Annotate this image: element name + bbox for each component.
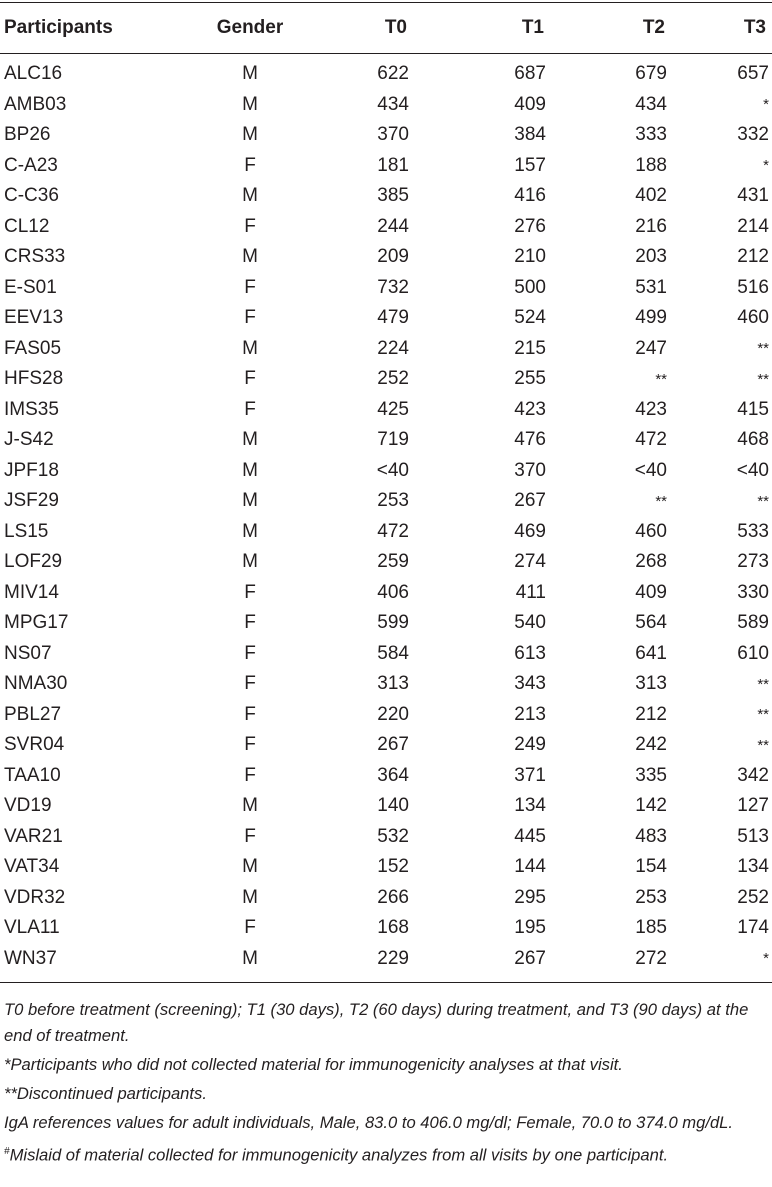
footnote-mislaid <box>4 1139 768 1169</box>
cell-t0: 313 <box>377 673 409 695</box>
cell-t1: 144 <box>514 856 546 878</box>
cell-t2: 434 <box>635 93 667 115</box>
table-row <box>0 212 772 243</box>
cell-t3: ** <box>757 492 769 510</box>
cell-participant: VAR21 <box>4 825 63 847</box>
cell-t2: 402 <box>635 185 667 207</box>
cell-gender: F <box>244 673 256 695</box>
cell-participant: BP26 <box>4 124 51 146</box>
cell-t1: 343 <box>514 673 546 695</box>
cell-gender: M <box>242 886 258 908</box>
cell-gender: F <box>244 703 256 725</box>
cell-gender: F <box>244 825 256 847</box>
cell-gender: F <box>244 612 256 634</box>
cell-t2: ** <box>655 492 667 510</box>
cell-participant: C-C36 <box>4 185 59 207</box>
table-row <box>0 90 772 121</box>
table-row <box>0 517 772 548</box>
cell-participant: JPF18 <box>4 459 59 481</box>
cell-participant: EEV13 <box>4 307 64 329</box>
cell-t3: 174 <box>737 917 769 939</box>
cell-t0: 434 <box>377 93 409 115</box>
table-row <box>0 669 772 700</box>
cell-t1: 409 <box>514 93 546 115</box>
cell-gender: M <box>242 93 258 115</box>
cell-t3: * <box>763 950 769 968</box>
table-row <box>0 456 772 487</box>
table-row <box>0 151 772 182</box>
cell-t0: 584 <box>377 642 409 664</box>
cell-t3: 513 <box>737 825 769 847</box>
table-row <box>0 822 772 853</box>
cell-t2: 460 <box>635 520 667 542</box>
cell-t0: 472 <box>377 520 409 542</box>
cell-gender: M <box>242 124 258 146</box>
cell-t3: ** <box>757 736 769 754</box>
table-row <box>0 578 772 609</box>
cell-t0: 181 <box>377 154 409 176</box>
cell-t2: 333 <box>635 124 667 146</box>
cell-t1: 524 <box>514 307 546 329</box>
cell-t2: 472 <box>635 429 667 451</box>
cell-participant: J-S42 <box>4 429 54 451</box>
cell-participant: MIV14 <box>4 581 59 603</box>
cell-t0: 425 <box>377 398 409 420</box>
table-row <box>0 120 772 151</box>
table-row <box>0 425 772 456</box>
cell-participant: PBL27 <box>4 703 62 725</box>
header-t0: T0 <box>384 17 407 38</box>
table-row <box>0 395 772 426</box>
cell-participant: NS07 <box>4 642 52 664</box>
cell-t1: 267 <box>514 490 546 512</box>
table-row <box>0 944 772 975</box>
cell-participant: JSF29 <box>4 490 59 512</box>
cell-t2: 483 <box>635 825 667 847</box>
cell-participant: LS15 <box>4 520 49 542</box>
header-participants: Participants <box>4 17 113 38</box>
cell-t2: 564 <box>635 612 667 634</box>
table-row <box>0 59 772 90</box>
header-gender: Gender <box>216 17 284 38</box>
table-row <box>0 852 772 883</box>
cell-t0: 732 <box>377 276 409 298</box>
cell-t3: 610 <box>737 642 769 664</box>
cell-gender: M <box>242 337 258 359</box>
cell-t1: 371 <box>514 764 546 786</box>
cell-t0: 364 <box>377 764 409 786</box>
cell-participant: ALC16 <box>4 63 63 85</box>
cell-gender: M <box>242 459 258 481</box>
cell-t2: <40 <box>634 459 667 481</box>
cell-t3: 214 <box>737 215 769 237</box>
cell-participant: WN37 <box>4 947 57 969</box>
table-row <box>0 242 772 273</box>
cell-t0: 209 <box>377 246 409 268</box>
cell-t3: 330 <box>737 581 769 603</box>
cell-t0: 252 <box>377 368 409 390</box>
cell-t2: 499 <box>635 307 667 329</box>
cell-participant: LOF29 <box>4 551 63 573</box>
table-row <box>0 730 772 761</box>
cell-t1: 213 <box>514 703 546 725</box>
cell-t2: 216 <box>635 215 667 237</box>
cell-t0: 599 <box>377 612 409 634</box>
cell-participant: MPG17 <box>4 612 69 634</box>
cell-participant: VAT34 <box>4 856 60 878</box>
cell-gender: F <box>244 734 256 756</box>
cell-t1: 500 <box>514 276 546 298</box>
cell-t2: 335 <box>635 764 667 786</box>
cell-gender: M <box>242 429 258 451</box>
cell-t2: 641 <box>635 642 667 664</box>
table-footnotes <box>0 983 772 1169</box>
cell-t2: ** <box>655 370 667 388</box>
cell-participant: VD19 <box>4 795 52 817</box>
table-row <box>0 273 772 304</box>
cell-t0: 622 <box>377 63 409 85</box>
cell-t2: 423 <box>635 398 667 420</box>
cell-t0: 152 <box>377 856 409 878</box>
cell-t1: 423 <box>514 398 546 420</box>
cell-t2: 253 <box>635 886 667 908</box>
cell-t2: 203 <box>635 246 667 268</box>
cell-t2: 247 <box>635 337 667 359</box>
table-row <box>0 639 772 670</box>
cell-t3: 460 <box>737 307 769 329</box>
cell-t0: 244 <box>377 215 409 237</box>
table-row <box>0 334 772 365</box>
cell-t2: 154 <box>635 856 667 878</box>
cell-t3: 468 <box>737 429 769 451</box>
cell-t3: 127 <box>737 795 769 817</box>
cell-gender: F <box>244 215 256 237</box>
cell-t3: 431 <box>737 185 769 207</box>
cell-gender: M <box>242 246 258 268</box>
cell-t2: 679 <box>635 63 667 85</box>
cell-t3: <40 <box>736 459 769 481</box>
cell-t3: 273 <box>737 551 769 573</box>
cell-t1: 687 <box>514 63 546 85</box>
table-row <box>0 547 772 578</box>
header-t1: T1 <box>521 17 544 38</box>
cell-t1: 195 <box>514 917 546 939</box>
table-row <box>0 913 772 944</box>
cell-t1: 267 <box>514 947 546 969</box>
cell-t1: 370 <box>514 459 546 481</box>
cell-participant: HFS28 <box>4 368 64 390</box>
table-row <box>0 791 772 822</box>
cell-t1: 613 <box>514 642 546 664</box>
cell-gender: F <box>244 917 256 939</box>
cell-t3: 657 <box>737 63 769 85</box>
cell-t1: 134 <box>514 795 546 817</box>
cell-t3: 342 <box>737 764 769 786</box>
cell-t1: 274 <box>514 551 546 573</box>
cell-gender: M <box>242 551 258 573</box>
cell-gender: M <box>242 795 258 817</box>
cell-t3: 516 <box>737 276 769 298</box>
cell-t3: ** <box>757 340 769 358</box>
cell-t2: 185 <box>635 917 667 939</box>
cell-t2: 142 <box>635 795 667 817</box>
cell-participant: FAS05 <box>4 337 62 359</box>
header-t3: T3 <box>743 17 766 38</box>
cell-t0: 385 <box>377 185 409 207</box>
cell-t0: 140 <box>377 795 409 817</box>
cell-gender: F <box>244 368 256 390</box>
cell-gender: F <box>244 154 256 176</box>
cell-t0: 229 <box>377 947 409 969</box>
header-t2: T2 <box>642 17 665 38</box>
cell-t2: 272 <box>635 947 667 969</box>
cell-t0: 266 <box>377 886 409 908</box>
cell-t0: 479 <box>377 307 409 329</box>
cell-t0: 253 <box>377 490 409 512</box>
cell-t1: 210 <box>514 246 546 268</box>
cell-t2: 409 <box>635 581 667 603</box>
cell-participant: NMA30 <box>4 673 68 695</box>
cell-participant: TAA10 <box>4 764 61 786</box>
cell-gender: F <box>244 398 256 420</box>
cell-t0: 406 <box>377 581 409 603</box>
cell-participant: VDR32 <box>4 886 66 908</box>
cell-t0: 719 <box>377 429 409 451</box>
cell-gender: M <box>242 490 258 512</box>
footnote-timepoints: T0 before treatment (screening); T1 (30 days), T2 (60 days) during treatment, and T3 (90 days) at the end of treatment. <box>4 1000 749 1045</box>
footnote-mislaid-text: Mislaid of material collected for immunogenicity analyzes from all visits by one participant. <box>9 1145 669 1165</box>
cell-gender: F <box>244 642 256 664</box>
cell-t1: 249 <box>514 734 546 756</box>
cell-t2: 188 <box>635 154 667 176</box>
cell-t1: 476 <box>514 429 546 451</box>
cell-t3: ** <box>757 675 769 693</box>
cell-t3: ** <box>757 370 769 388</box>
cell-t0: 532 <box>377 825 409 847</box>
cell-gender: M <box>242 185 258 207</box>
cell-participant: AMB03 <box>4 93 67 115</box>
cell-t1: 295 <box>514 886 546 908</box>
cell-participant: CRS33 <box>4 246 66 268</box>
cell-participant: IMS35 <box>4 398 59 420</box>
cell-participant: SVR04 <box>4 734 65 756</box>
table-row <box>0 608 772 639</box>
cell-t1: 469 <box>514 520 546 542</box>
cell-t3: 252 <box>737 886 769 908</box>
table-row <box>0 761 772 792</box>
table-row <box>0 303 772 334</box>
cell-t1: 416 <box>514 185 546 207</box>
hash-mark: # <box>4 1146 10 1157</box>
cell-t1: 411 <box>515 581 546 603</box>
table-container <box>0 2 772 1169</box>
cell-t1: 540 <box>514 612 546 634</box>
cell-gender: M <box>242 947 258 969</box>
table-row <box>0 700 772 731</box>
cell-t0: 220 <box>377 703 409 725</box>
table-row <box>0 486 772 517</box>
footnote-double-star: **Discontinued participants. <box>4 1084 207 1103</box>
cell-t0: 370 <box>377 124 409 146</box>
cell-t0: 267 <box>377 734 409 756</box>
cell-t3: * <box>763 157 769 175</box>
cell-gender: F <box>244 307 256 329</box>
footnote-iga-reference: IgA references values for adult individuals, Male, 83.0 to 406.0 mg/dl; Female, 70.0 to 374.0 mg/dL. <box>4 1113 734 1132</box>
footnote-single-star: *Participants who did not collected material for immunogenicity analyses at that visit. <box>4 1055 623 1074</box>
cell-t0: 224 <box>377 337 409 359</box>
cell-participant: C-A23 <box>4 154 58 176</box>
cell-t2: 531 <box>635 276 667 298</box>
cell-gender: M <box>242 63 258 85</box>
table-body <box>0 54 772 982</box>
cell-t2: 212 <box>635 703 667 725</box>
cell-t1: 255 <box>514 368 546 390</box>
table-header-row <box>0 3 772 53</box>
cell-t0: 168 <box>377 917 409 939</box>
cell-t3: 212 <box>737 246 769 268</box>
cell-t3: 332 <box>737 124 769 146</box>
cell-t1: 215 <box>514 337 546 359</box>
cell-t2: 268 <box>635 551 667 573</box>
cell-t0: <40 <box>376 459 409 481</box>
cell-t3: 589 <box>737 612 769 634</box>
cell-t3: 134 <box>737 856 769 878</box>
cell-t1: 276 <box>514 215 546 237</box>
cell-t1: 157 <box>514 154 546 176</box>
cell-gender: F <box>244 764 256 786</box>
cell-t1: 384 <box>514 124 546 146</box>
table-row <box>0 181 772 212</box>
cell-gender: M <box>242 520 258 542</box>
cell-t0: 259 <box>377 551 409 573</box>
cell-t2: 313 <box>635 673 667 695</box>
table-row <box>0 883 772 914</box>
cell-t3: 533 <box>737 520 769 542</box>
cell-t3: ** <box>757 706 769 724</box>
cell-participant: E-S01 <box>4 276 57 298</box>
cell-t3: 415 <box>737 398 769 420</box>
cell-t2: 242 <box>635 734 667 756</box>
cell-t1: 445 <box>514 825 546 847</box>
table-row <box>0 364 772 395</box>
cell-t3: * <box>763 96 769 114</box>
cell-gender: F <box>244 581 256 603</box>
cell-gender: F <box>244 276 256 298</box>
cell-participant: VLA11 <box>4 917 60 939</box>
cell-participant: CL12 <box>4 215 50 237</box>
cell-gender: M <box>242 856 258 878</box>
